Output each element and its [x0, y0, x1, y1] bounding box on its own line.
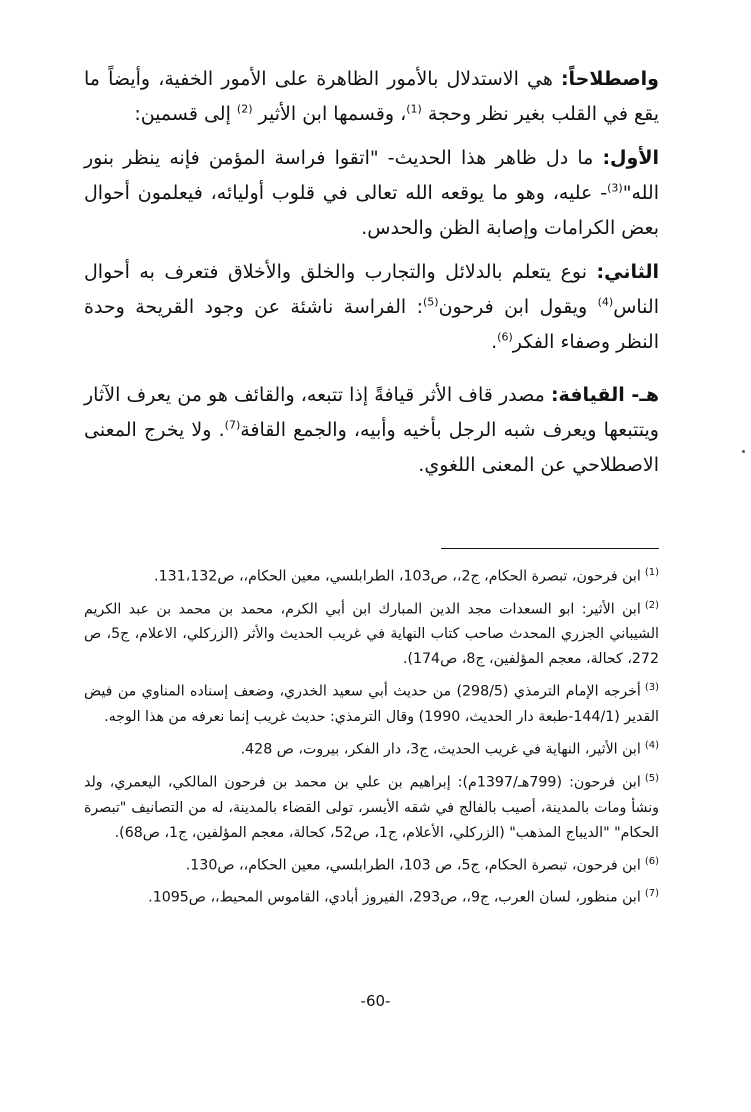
term-qiyafa: هـ- القيافة:	[550, 384, 659, 406]
paragraph-text: ما دل ظاهر هذا الحديث- "اتقوا فراسة المؤمن فإنه ينظر بنور الله"	[84, 147, 659, 204]
paragraph-text: .	[491, 331, 498, 353]
paragraph-qiyafa	[84, 378, 659, 483]
footnote-text: ابن فرحون، تبصرة الحكام، ج5، ص 103، الطرابلسي، معين الحكام،، ص130.	[185, 857, 641, 874]
term-istilahan: واصطلاحاً:	[560, 68, 659, 90]
footnote-text: ابن الأثير: ابو السعدات مجد الدين المبارك ابن أبي الكرم، محمد بن محمد بن عبد الكريم الشيباني الجزري المحدث صاحب كتاب النهاية في غريب الحديث والأثر (الزركلي، الاعلام، ج5، ص 272، كحالة، معجم المؤلفين، ج8، ص174).	[84, 601, 659, 668]
footnote	[84, 593, 659, 673]
footnote-ref[interactable]: (7)	[224, 418, 241, 432]
footnote-number: (7)	[644, 888, 659, 900]
paragraph-text: نوع يتعلم بالدلائل والتجارب والخلق والأخلاق فتعرف به أحوال الناس	[84, 261, 659, 318]
footnote	[84, 675, 659, 730]
paragraph-text: هي الاستدلال بالأمور الظاهرة على الأمور الخفية، وأيضاً ما يقع في القلب بغير نظر وحجة	[84, 68, 659, 125]
footnote	[84, 560, 659, 590]
footnote-ref[interactable]: (6)	[497, 330, 513, 344]
page-number: -60-	[360, 992, 391, 1010]
footnote-ref[interactable]: (1)	[406, 102, 422, 116]
footnote-text: أخرجه الإمام الترمذي (298/5) من حديث أبي سعيد الخدري، وضعف إسناده المناوي من فيض القدير (144/1-طبعة دار الحديث، 1990) وقال الترمذي: حديث غريب إنما نعرفه من هذا الوجه.	[84, 684, 659, 726]
footnote	[84, 881, 659, 911]
footnote-text: ابن فرحون، تبصرة الحكام، ج2،، ص103، الطرابلسي، معين الحكام،، ص131،132.	[154, 568, 641, 585]
footnote	[84, 849, 659, 879]
footnote-ref[interactable]: (4)	[597, 295, 614, 309]
term-second: الثاني:	[596, 261, 659, 283]
paragraph-text: مصدر قاف الأثر قيافةً إذا تتبعه، والقائف هو من يعرف الآثار ويتتبعها ويعرف شبه الرجل بأخيه وأبيه، والجمع القافة	[84, 384, 659, 441]
paragraph-text: : الفراسة ناشئة عن وجود القريحة وحدة النظر وصفاء الفكر	[84, 296, 659, 353]
main-text	[84, 62, 659, 492]
footnote	[84, 766, 659, 846]
footnote-text: ابن منظور، لسان العرب، ج9،، ص293، الفيروز أبادي، القاموس المحيط،، ص1095.	[148, 890, 641, 907]
paragraph-text: إلى قسمين:	[134, 103, 237, 125]
footnote-number: (2)	[644, 599, 659, 611]
footnote-separator	[441, 548, 659, 549]
footnote-number: (3)	[644, 682, 660, 694]
footnote-number: (6)	[644, 855, 659, 867]
footnotes	[84, 560, 659, 914]
paragraph-second	[84, 255, 659, 360]
paragraph-text: ، وقسمها ابن الأثير	[252, 103, 407, 125]
footnote-ref[interactable]: (2)	[236, 102, 253, 116]
scan-speck	[742, 450, 745, 453]
footnote-ref[interactable]: (3)	[607, 181, 623, 195]
paragraph-text: . ولا يخرج المعنى الاصطلاحي عن المعنى اللغوي.	[84, 419, 659, 476]
footnote	[84, 733, 659, 763]
footnote-text: ابن فرحون: (799هـ/1397م): إبراهيم بن علي بن محمد بن فرحون المالكي، اليعمري، ولد ونشأ ومات بالمدينة، أصيب بالفالج في شقه الأيسر، تولى القضاء بالمدينة، له من التصانيف "تبصرة الحكام" "الديباج المذهب" (الزركلي، الأعلام، ج1، ص52، كحالة، معجم المؤلفين، ج1، ص68).	[84, 774, 659, 841]
footnote-number: (1)	[644, 567, 659, 578]
footnote-number: (4)	[644, 740, 659, 752]
paragraph-text: ويقول ابن فرحون	[438, 296, 598, 318]
term-first: الأول:	[602, 147, 659, 169]
footnote-ref[interactable]: (5)	[423, 295, 439, 309]
paragraph-text: - عليه، وهو ما يوقعه الله تعالى في قلوب أوليائه، فيعلمون أحوال بعض الكرامات وإصابة الظن والحدس.	[84, 182, 659, 239]
footnote-number: (5)	[644, 772, 659, 784]
paragraph-definition	[84, 62, 659, 132]
paragraph-first	[84, 141, 659, 246]
footnote-text: ابن الأثير، النهاية في غريب الحديث، ج3، دار الفكر، بيروت، ص 428.	[240, 741, 641, 758]
